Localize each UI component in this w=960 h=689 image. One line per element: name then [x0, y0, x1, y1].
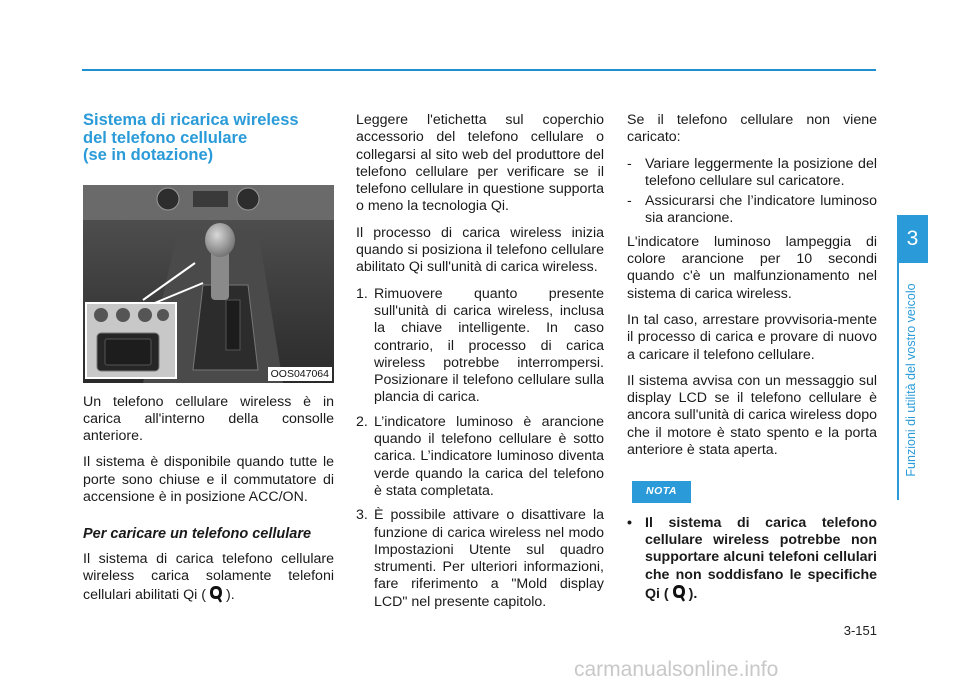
chapter-title-vertical — [900, 265, 922, 495]
col1-paragraph-1: Un telefono cellulare wireless è in carica all'interno della consolle anteriore. — [83, 393, 334, 445]
section-title-line-1: Sistema di ricarica wireless — [83, 111, 299, 129]
note-text: Il sistema di carica telefono cellulare wireless potrebbe non supportare alcuni telefoni cellulari che non soddisfano le specifiche Qi ( — [645, 514, 877, 602]
col3-paragraph-2: L'indicatore luminoso lampeggia di colore arancione per 10 secondi quando c'è un malfunzionamento nel sistema di carica wireless. — [627, 233, 877, 302]
steps-list — [356, 286, 604, 611]
note-text-end: ). — [688, 585, 698, 602]
figure-code: OOS047064 — [268, 367, 332, 381]
page-number: 3-151 — [843, 623, 877, 638]
step-text: Rimuovere quanto presente sull'unità di carica wireless, inclusa la chiave intelligente. In caso contrario, il processo di carica wireless potrebbe interrompersi. Posizionare il telefono cellulare sulla plancia di carica. — [374, 285, 604, 406]
chapter-side-rule — [897, 263, 899, 500]
column-1 — [83, 112, 334, 617]
column-2 — [356, 112, 604, 618]
wireless-charger-photo — [83, 185, 334, 383]
list-item-text: Variare leggermente la posizione del telefono cellulare sul caricatore. — [645, 155, 877, 189]
step-text: L’indicatore luminoso è arancione quando il telefono cellulare è sotto carica. L’indicatore luminoso diventa verde quando la carica del telefono è stata completata. — [374, 413, 604, 499]
subheading: Per caricare un telefono cellulare — [83, 526, 312, 543]
step-text: È possibile attivare o disattivare la funzione di carica wireless nel modo Impostazioni Utente sul quadro strumenti. Per ulteriori informazioni, fare riferimento a "Mold display LCD" nel presente capitolo. — [374, 507, 604, 610]
col1-paragraph-3-text: Il sistema di carica telefono cellulare wireless carica solamente telefoni cellulari abilitati Qi ( — [83, 550, 334, 604]
step-item — [356, 507, 604, 611]
qi-logo-icon — [209, 585, 223, 608]
bullet-mark: • — [627, 514, 632, 531]
note-item — [627, 515, 877, 607]
step-number: 2. — [356, 413, 368, 430]
section-title-line-3: (se in dotazione) — [83, 146, 214, 164]
list-item — [627, 193, 877, 228]
chapter-title: Funzioni di utilità del vostro veicolo — [904, 283, 918, 477]
section-title — [83, 112, 334, 165]
nota-badge: NOTA — [632, 481, 691, 502]
step-number: 3. — [356, 507, 368, 524]
col3-paragraph-3: In tal caso, arrestare provvisoria-mente il processo di carica e provare di nuovo a caricare il telefono cellulare. — [627, 311, 877, 363]
section-title-line-2: del telefono cellulare — [83, 128, 248, 147]
column-3 — [627, 112, 877, 614]
qi-logo-icon — [672, 584, 686, 607]
dash-mark: - — [627, 193, 632, 210]
col3-paragraph-1: Se il telefono cellulare non viene caricato: — [627, 112, 877, 146]
dash-mark: - — [627, 155, 632, 172]
col1-paragraph-2: Il sistema è disponibile quando tutte le porte sono chiuse e il commutatore di accensione è in posizione ACC/ON. — [83, 454, 334, 505]
step-number: 1. — [356, 285, 368, 302]
list-item-text: Assicurarsi che l’indicatore luminoso sia arancione. — [645, 193, 877, 227]
console-illustration — [83, 185, 334, 383]
col1-paragraph-3 — [83, 551, 334, 609]
step-item — [356, 414, 604, 500]
col2-paragraph-2: Il processo di carica wireless inizia quando si posiziona il telefono cellulare abilitato Qi sull'unità di carica wireless. — [356, 224, 604, 276]
step-item — [356, 286, 604, 407]
list-item — [627, 156, 877, 191]
watermark: carmanualsonline.info — [574, 658, 779, 681]
col3-paragraph-4: Il sistema avvisa con un messaggio sul display LCD se il telefono cellulare è ancora sull'unità di carica wireless dopo che il motore è stato spento e la porta anteriore è stata aperta. — [627, 372, 877, 459]
troubleshoot-list — [627, 156, 877, 228]
col1-paragraph-3-end: ). — [226, 587, 235, 604]
chapter-tab: 3 — [897, 215, 928, 263]
header-rule — [82, 69, 876, 71]
col2-paragraph-1: Leggere l'etichetta sul coperchio accessorio del telefono cellulare o collegarsi al sito web del produttore del telefono cellulare per verificare se il telefono cellulare in questione supporta o meno la tecnologia Qi. — [356, 112, 604, 215]
note-list — [627, 515, 877, 607]
